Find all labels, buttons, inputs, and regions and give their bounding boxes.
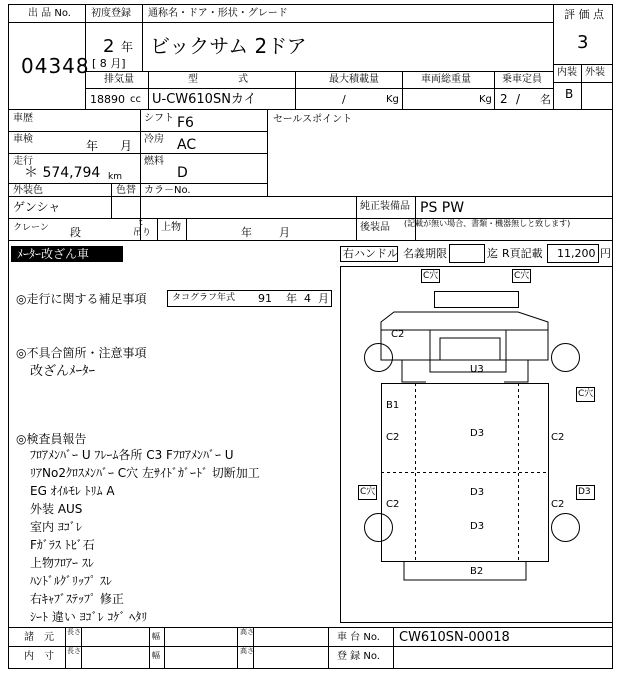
max-load-label: 最大積載量 [329,74,379,85]
tachograph-year: 91 [258,292,272,305]
inspector-line: 外装 AUS [30,502,83,516]
crane-ton: t [139,218,143,228]
inspection-label: 車検 [13,134,33,145]
chassis-number: CW610SN-00018 [399,630,510,645]
displacement-label: 排気量 [104,74,134,85]
rating-label: 評 価 点 [564,8,604,21]
length-label: 長さ [67,628,81,636]
inspector-label: ◎検査員報告 [16,432,87,446]
inspector-line: 上物ﾌﾛｱｰ ｽﾚ [30,556,94,570]
crane-step: 段 [70,226,81,239]
sales-point-label: セールスポイント [273,114,353,125]
first-reg-label: 初度登録 [91,8,131,19]
diagram-mark: B2 [470,566,484,577]
tachograph-year-unit: 年 [286,292,297,305]
capacity-label: 乗車定員 [502,74,542,85]
model-name: ビックサム 2ドア [150,34,307,58]
diagram-mark: B1 [386,400,400,411]
inspector-line: Fｶﾞﾗｽ ﾄﾋﾞ石 [30,538,95,552]
title-holder-label: 名義期限 [403,247,447,260]
diagram-mark: C2 [551,432,565,443]
first-reg-month: [ 8 月] [92,57,126,70]
r-mileage-label: R頁記載 [502,247,543,260]
capacity-value: 2 [500,92,508,106]
diagram-mark: C穴 [360,487,376,497]
tamper-banner: ﾒｰﾀｰ改ざん車 [11,246,123,262]
cooling-label: 冷房 [144,134,164,145]
shift-label: シフト [144,113,174,124]
registration-label: 登 録 No. [337,651,380,662]
bed-year-unit: 年 [241,226,252,239]
diagram-mark: C2 [386,499,400,510]
steering-label: 右ハンドル [343,247,398,260]
diagram-mark: C2 [391,329,405,340]
diagram-mark: U3 [470,364,484,375]
dims-label: 諸 元 [24,632,54,643]
lot-number: 04348 [21,54,90,78]
mileage-value: ＊ 574,794 [24,165,101,181]
capacity-unit: 名 [540,93,551,106]
diagram-mark: C2 [386,432,400,443]
height-label: 高さ [240,628,254,636]
cooling-value: AC [177,137,197,153]
defect-text: 改ざんﾒｰﾀｰ [30,364,96,379]
inspector-line: 右ｷｬﾌﾞｽﾃｯﾌﾟ 修正 [30,592,124,606]
aftermarket-label: 後装品 [360,222,390,233]
interior-label: 内装 [557,67,577,78]
inspector-line: ﾊﾝﾄﾞﾙｸﾞﾘｯﾌﾟ ｽﾚ [30,574,112,588]
diagram-mark: C穴 [423,271,439,281]
color-value: ゲンシャ [13,200,61,214]
inspector-line: ﾘｱNo2ｸﾛｽﾒﾝﾊﾞｰ C穴 左ｻｲﾄﾞｶﾞｰﾄﾞ 切断加工 [30,466,260,480]
bed-month-unit: 月 [279,226,290,239]
color-change-label: 色替 [116,185,136,196]
lot-label: 出 品 No. [28,8,71,19]
equipment-value: PS PW [420,200,465,216]
inspector-line: EG ｵｲﾙﾓﾚ ﾄﾘﾑ A [30,484,115,498]
diagram-mark: D3 [470,428,485,439]
crane-label: クレーン [13,223,49,233]
fuel-value: D [177,165,188,181]
inner-length-label: 長さ [67,647,81,655]
gross-weight-label: 車両総重量 [421,74,471,85]
mileage-label: 走行 [13,156,33,167]
inspector-line: ｼｰﾄ 違い ﾖｺﾞﾚ ｺｹﾞ ﾍﾀﾘ [30,610,148,624]
r-mileage-unit: 円 [600,247,611,260]
shift-value: F6 [177,115,194,131]
capacity-slash: / [516,92,521,106]
inspection-year-unit: 年 [86,139,99,153]
inner-label: 内 寸 [24,651,54,662]
inspector-line: ﾌﾛｱﾒﾝﾊﾞｰ U ﾌﾚｰﾑ各所 C3 Fﾌﾛｱﾒﾝﾊﾞｰ U [30,448,234,462]
inner-width-label: 幅 [152,651,160,660]
displacement-unit: cc [130,94,141,105]
displacement-value: 18890 [90,93,125,106]
travel-note-label: ◎走行に関する補足事項 [16,292,147,306]
color-label: 外装色 [13,185,43,196]
crane-lift: 吊り [133,228,152,238]
aftermarket-note: (記載が無い場合、書類・機器無しと致します) [404,219,571,228]
width-label: 幅 [152,632,160,641]
max-load-unit: Kg [386,94,399,105]
interior-grade: B [565,87,574,101]
mileage-unit: km [108,172,122,182]
gross-weight-unit: Kg [479,94,492,105]
inner-height-label: 高さ [240,647,254,655]
model-name-label: 通称名・ドア・形状・グレード [148,8,288,19]
inspector-line: 室内 ﾖｺﾞﾚ [30,520,82,534]
exterior-label: 外装 [585,67,605,78]
first-reg-year-unit: 年 [121,40,134,54]
diagram-mark: C穴 [514,271,530,281]
first-reg-year: 2 [103,36,115,57]
tachograph-month-unit: 月 [318,292,329,305]
color-number-label: カラ－No. [144,185,191,196]
fuel-label: 燃料 [144,156,164,167]
diagram-mark: C2 [551,499,565,510]
rating-value: 3 [577,32,589,53]
equipment-label: 純正装備品 [360,201,410,212]
diagram-mark: C穴 [578,389,594,399]
model-code: U-CW610SNカイ [152,92,257,107]
diagram-mark: D3 [470,521,485,532]
model-code-label: 型 式 [188,74,248,85]
history-label: 車歴 [13,113,33,124]
tachograph-month: 4 [304,292,311,305]
max-load-value: / [342,93,346,106]
diagram-mark: D3 [470,487,485,498]
inspection-month-unit: 月 [120,139,133,153]
tachograph-label: タコグラフ年式 [172,293,236,303]
r-mileage-value: 11,200 [557,247,596,260]
chassis-label: 車 台 No. [337,632,380,643]
diagram-mark: D3 [578,487,591,497]
bed-label: 上物 [161,222,181,233]
title-holder-arrow: 迄 [487,247,498,260]
defect-label: ◎不具合箇所・注意事項 [16,346,147,360]
